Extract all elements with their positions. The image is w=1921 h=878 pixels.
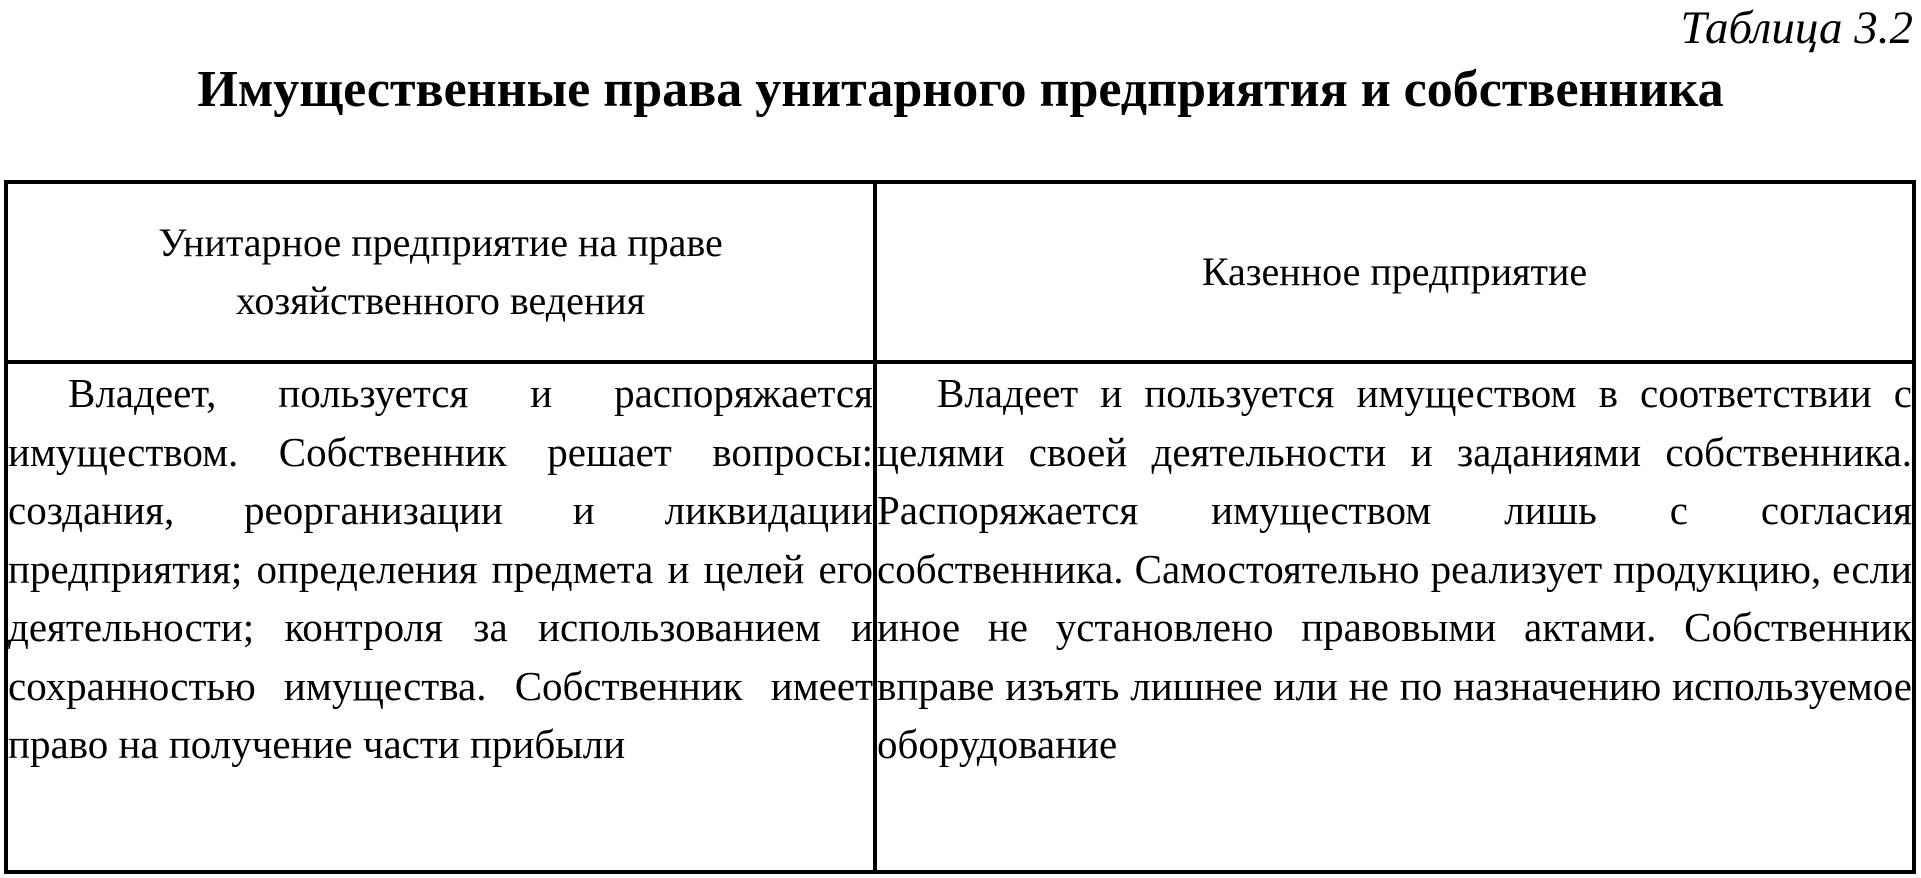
table-header-row [6,182,1914,362]
document-title: Имущественные права унитарного предприятия и собственника [197,61,1724,118]
property-rights-table [4,180,1916,874]
cell-state-enterprise-rights [875,362,1914,872]
header-state-enterprise [875,182,1914,362]
table-number-label: Таблица 3.2 [1680,2,1913,54]
header-unitary-enterprise-text: Унитарное предприятие на праве хозяйственного ведения [158,220,723,323]
header-unitary-enterprise [6,182,875,362]
header-state-enterprise-text: Казенное предприятие [1201,249,1588,294]
state-enterprise-rights-text: Владеет и пользуется имуществом в соответствии с целями своей деятельности и заданиями собственника. Распоряжается имуществом лишь с согласия собственника. Самостоятельно реализует продукцию, если иное не установлено правовыми актами. Собственник вправе изъять лишнее или не по назначению используемое оборудование [877,370,1912,767]
cell-unitary-enterprise-rights [6,362,875,872]
table-row [6,362,1914,872]
unitary-enterprise-rights-text: Владеет, пользуется и распоряжается имуществом. Собственник решает вопросы: создания, реорганизации и ликвидации предприятия; определения предмета и целей его деятельности; контроля за использованием и сохранностью имущества. Собственник имеет право на получение части прибыли [8,370,873,767]
